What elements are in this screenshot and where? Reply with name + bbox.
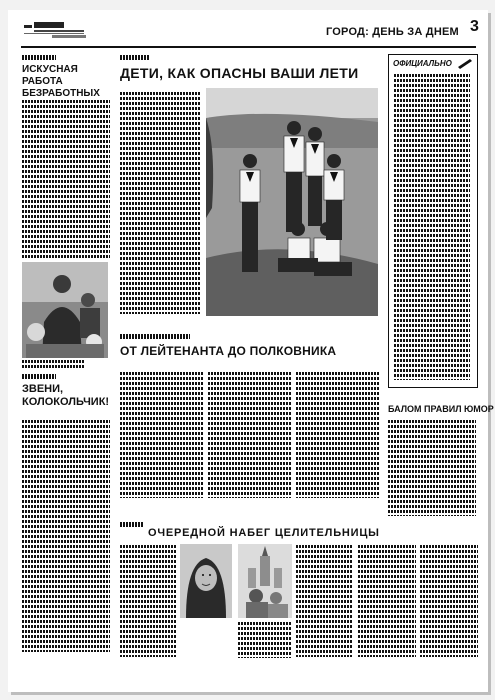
article-title-right-bottom: БАЛОМ ПРАВИЛ ЮМОР <box>388 404 494 414</box>
photo-church <box>238 544 292 618</box>
photo-pioneer-children <box>206 88 378 316</box>
photo-caption <box>22 360 84 368</box>
pen-icon <box>456 56 474 70</box>
article-text-bottom-col5 <box>420 545 478 657</box>
kicker-rule <box>120 334 190 339</box>
kicker-rule <box>22 374 56 379</box>
kicker-rule <box>22 55 56 60</box>
article-text-bottom-under-photo <box>238 622 292 658</box>
article-title-main: ДЕТИ, КАК ОПАСНЫ ВАШИ ЛЕТИ <box>120 65 359 81</box>
official-label: ОФИЦИАЛЬНО <box>393 59 452 68</box>
article-text-middle-col3 <box>296 372 380 498</box>
article-text-main <box>120 92 200 314</box>
article-text-right-bottom <box>388 420 476 516</box>
article-text-middle-col1 <box>120 372 204 498</box>
article-text-left-top <box>22 100 110 258</box>
article-text-middle-col2 <box>208 372 292 498</box>
article-title-bottom: ОЧЕРЕДНОЙ НАБЕГ ЦЕЛИТЕЛЬНИЦЫ <box>148 527 380 539</box>
kicker-rule <box>120 55 150 60</box>
kicker-rule <box>120 522 144 527</box>
article-title-left-bottom: ЗВЕНИ, КОЛОКОЛЬЧИК! <box>22 383 110 409</box>
photo-healer-portrait <box>180 544 232 618</box>
article-text-left-bottom <box>22 420 110 652</box>
newspaper-page <box>8 10 494 692</box>
photo-craftwork <box>22 262 108 358</box>
article-text-bottom-col1 <box>120 545 176 657</box>
article-text-bottom-col4 <box>358 545 416 657</box>
page-number: 3 <box>470 18 479 35</box>
article-text-bottom-col3 <box>296 545 352 657</box>
section-title: ГОРОД: ДЕНЬ ЗА ДНЕМ <box>326 26 459 38</box>
article-title-middle: ОТ ЛЕЙТЕНАНТА ДО ПОЛКОВНИКА <box>120 344 337 358</box>
newspaper-logo <box>22 19 90 41</box>
article-title-left-top: ИСКУСНАЯ РАБОТА БЕЗРАБОТНЫХ <box>22 64 100 99</box>
header-rule <box>21 46 476 48</box>
official-text <box>394 74 470 380</box>
